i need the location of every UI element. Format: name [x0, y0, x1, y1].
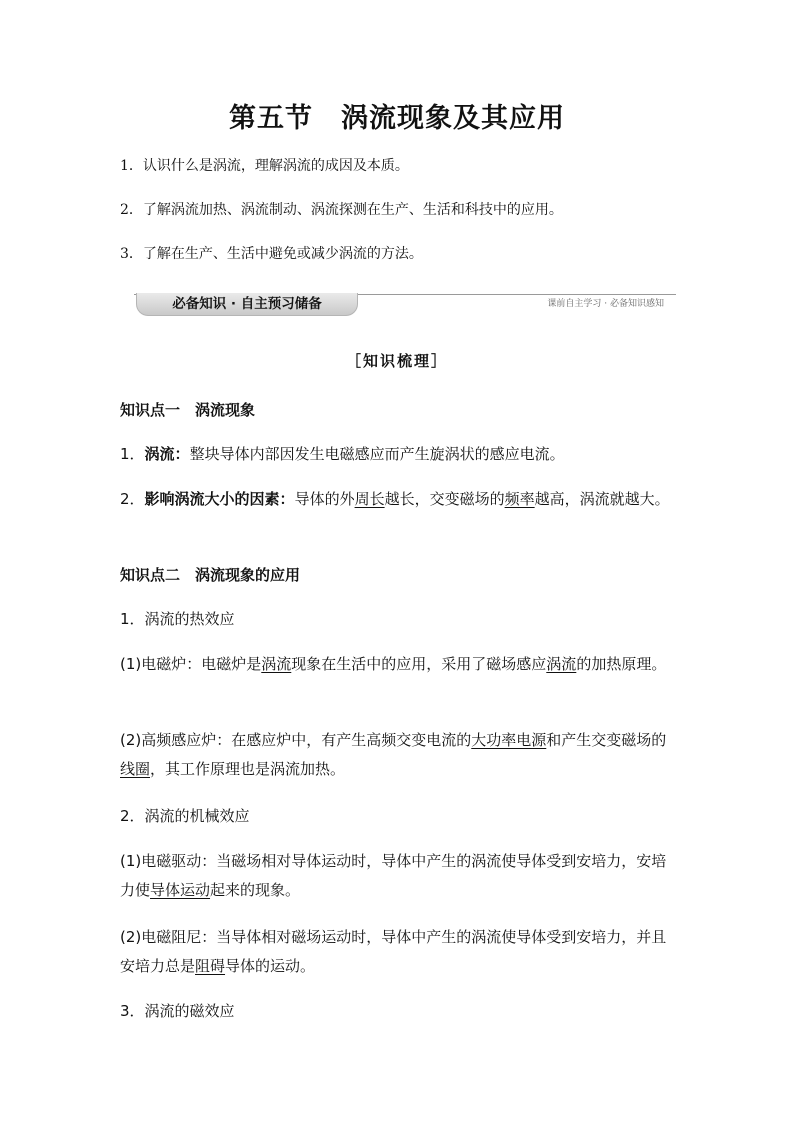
kp2-sub1-p2: [120, 726, 676, 784]
kp2-sub1-title: 1．涡流的热效应: [120, 610, 235, 628]
kp1-item1: [120, 440, 676, 469]
kp2-sub2-p1: [120, 847, 676, 905]
item-text: 电磁炉：电磁炉是: [141, 655, 262, 673]
item-text: 导体的运动。: [225, 957, 316, 975]
objective-3: 3．了解在生产、生活中避免或减少涡流的方法。: [120, 246, 423, 262]
kp2-heading: 知识点二 涡流现象的应用: [120, 566, 301, 584]
page-title: 第五节 涡流现象及其应用: [229, 103, 565, 134]
underlined-term: 涡流: [261, 655, 292, 673]
item-text: 和产生交变磁场的: [546, 731, 667, 749]
item-text: 越高，涡流就越大。: [534, 490, 670, 508]
objective-1: 1．认识什么是涡流，理解涡流的成因及本质。: [120, 158, 409, 174]
item-text: 电磁驱动：当磁场相对导体运动时，导体中产生的涡流使导体受到安培力，安培力使: [120, 852, 667, 899]
underlined-term: 大功率电源: [471, 731, 547, 749]
underlined-term: 周长: [354, 490, 385, 508]
item-term: 影响涡流大小的因素：: [144, 490, 295, 508]
item-number: 2．: [120, 490, 145, 508]
underlined-term: 涡流: [546, 655, 577, 673]
item-text: 高频感应炉：在感应炉中，有产生高频交变电流的: [141, 731, 472, 749]
item-number: (2): [120, 731, 142, 749]
item-text: 越长，交变磁场的: [384, 490, 505, 508]
objective-2: 2．了解涡流加热、涡流制动、涡流探测在生产、生活和科技中的应用。: [120, 202, 563, 218]
banner-right-text: 课前自主学习 · 必备知识感知: [547, 299, 664, 309]
item-term: 涡流：: [144, 445, 190, 463]
item-text: 导体的外: [294, 490, 355, 508]
banner-label: 必备知识 · 自主预习储备: [136, 293, 358, 316]
item-number: (1): [120, 655, 142, 673]
item-number: 1．: [120, 445, 145, 463]
kp1-heading: 知识点一 涡流现象: [120, 401, 256, 419]
item-text: ，其工作原理也是涡流加热。: [150, 760, 346, 778]
item-text: 整块导体内部因发生电磁感应而产生旋涡状的感应电流。: [189, 445, 565, 463]
kp1-item2: [120, 485, 676, 514]
section-title: ［知识梳理］: [345, 352, 448, 370]
kp2-sub3-title: 3．涡流的磁效应: [120, 1002, 235, 1020]
item-text: 起来的现象。: [210, 881, 301, 899]
underlined-term: 频率: [504, 490, 535, 508]
underlined-term: 导体运动: [150, 881, 211, 899]
kp2-sub2-title: 2．涡流的机械效应: [120, 807, 250, 825]
item-number: (1): [120, 852, 142, 870]
item-text: 现象在生活中的应用，采用了磁场感应: [291, 655, 547, 673]
underlined-term: 线圈: [120, 760, 151, 778]
item-text: 电磁阻尼：当导体相对磁场运动时，导体中产生的涡流使导体受到安培力，并且安培力总是: [120, 928, 667, 975]
underlined-term: 阻碍: [195, 957, 226, 975]
item-number: (2): [120, 928, 142, 946]
section-banner: [120, 290, 676, 320]
kp2-sub2-p2: [120, 923, 676, 981]
kp2-sub1-p1: [120, 650, 676, 679]
item-text: 的加热原理。: [576, 655, 667, 673]
